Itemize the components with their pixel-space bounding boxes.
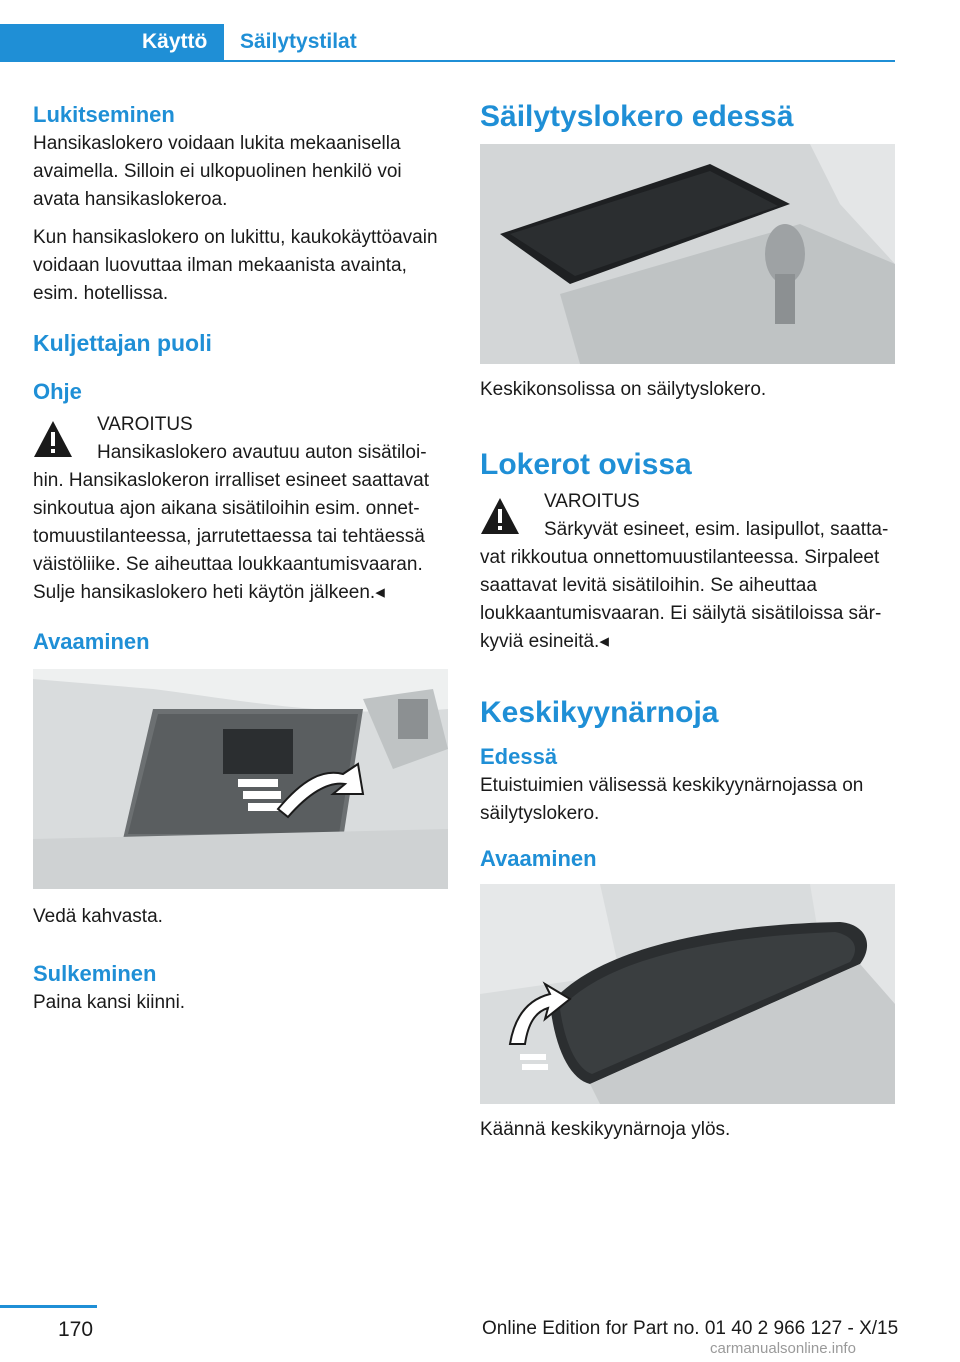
heading-kuljettajan-puoli: Kuljettajan puoli xyxy=(33,330,212,356)
header-bar xyxy=(0,0,960,62)
heading-lokerot-ovissa: Lokerot ovissa xyxy=(480,448,692,481)
caption-armrest: Käännä keskikyynärnoja ylös. xyxy=(480,1119,731,1140)
warning-1-text: Hansikaslokero avautuu auton sisätiloihin. Hansikaslokeron irralliset esineet saattavat sinkoutua ajon aikana sisätiloihin esim. onnettomuustilanteessa, jarrutettaessa tai tehtäessä väistöliike. Se aiheuttaa loukkaantumisvaaran. Sulje hansikaslokero heti käytön jälkeen.◂ xyxy=(33,442,430,603)
heading-sulkeminen: Sulkeminen xyxy=(33,961,157,986)
heading-avaaminen-right: Avaaminen xyxy=(480,846,597,871)
heading-lukitseminen: Lukitseminen xyxy=(33,102,175,127)
warning-1-title: VAROITUS xyxy=(97,414,193,435)
paragraph-armrest: Etuistuimien välisessä keskikyynärnojassa on säilytyslokero. xyxy=(480,775,864,824)
edition-text: Online Edition for Part no. 01 40 2 966 127 - X/15 xyxy=(482,1318,899,1339)
warning-2-title: VAROITUS xyxy=(544,491,640,512)
heading-ohje: Ohje xyxy=(33,379,82,404)
heading-keskikyynarnoja: Keskikyynärnoja xyxy=(480,696,719,729)
warning-box-2 xyxy=(480,488,895,656)
heading-sailytyslokero-edessa: Säilytyslokero edessä xyxy=(480,100,794,133)
paragraph-lock-1: Hansikaslokero voidaan lukita mekaanisella avaimella. Silloin ei ulkopuolinen henkilö voi avata hansikaslokeroa. xyxy=(33,133,402,210)
heading-edessa: Edessä xyxy=(480,744,558,769)
heading-avaaminen-left: Avaaminen xyxy=(33,629,150,654)
watermark-text: carmanualsonline.info xyxy=(710,1340,856,1357)
right-column xyxy=(480,100,895,1144)
tab-kaytto[interactable]: Käyttö xyxy=(0,24,224,60)
paragraph-lock-2: Kun hansikaslokero on lukittu, kaukokäyttöavain voidaan luovuttaa ilman mekaanista avainta, esim. hotellissa. xyxy=(33,227,438,304)
center-console-photo xyxy=(480,144,895,364)
warning-2-text: Särkyvät esineet, esim. lasipullot, saattavat rikkoutua onnettomuustilanteessa. Sirpaleet saattavat levitä sisätiloihin. Se aiheuttaa loukkaantumisvaaran. Ei säilytä sisätiloissa särkyviä esineitä.◂ xyxy=(480,519,889,652)
caption-glovebox-open: Vedä kahvasta. xyxy=(33,906,163,927)
warning-box-1 xyxy=(33,411,448,607)
page-number: 170 xyxy=(58,1318,94,1341)
header-rule xyxy=(0,60,895,62)
footer-rule xyxy=(0,1305,97,1308)
tab-sailytystilat[interactable]: Säilytystilat xyxy=(240,30,357,53)
left-column xyxy=(33,100,448,1017)
paragraph-sulkeminen: Paina kansi kiinni. xyxy=(33,992,186,1013)
caption-center-console: Keskikonsolissa on säilytyslokero. xyxy=(480,379,767,400)
armrest-photo xyxy=(480,884,895,1104)
warning-triangle-icon xyxy=(480,496,520,536)
glovebox-open-photo xyxy=(33,669,448,889)
warning-triangle-icon xyxy=(33,419,73,459)
